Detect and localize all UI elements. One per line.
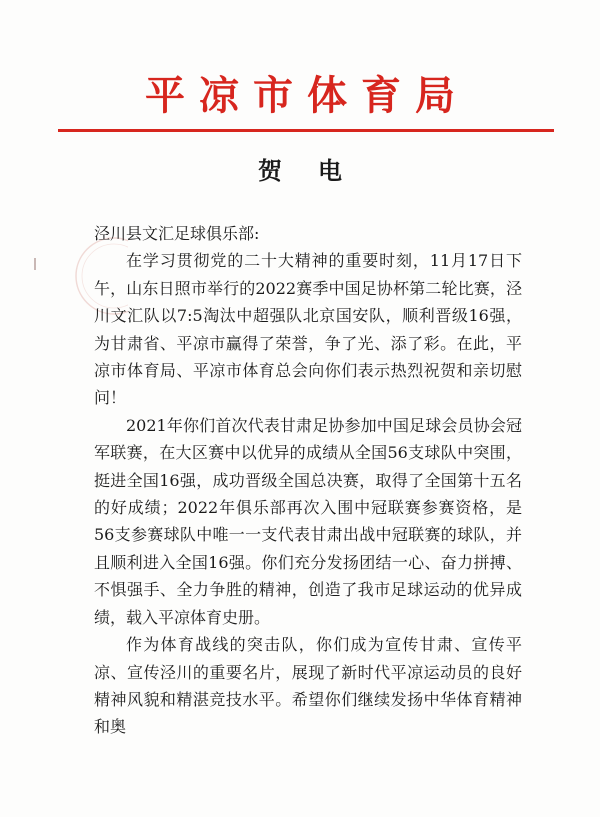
letterhead-red-rule bbox=[58, 129, 554, 132]
letter-body bbox=[94, 220, 522, 741]
paragraph-2: 2021年你们首次代表甘肃足协参加中国足球会员协会冠军联赛，在大区赛中以优异的成绩从全国56支球队中突围，挺进全国16强，成功晋级全国总决赛，取得了全国第十五名的好成绩；2022年俱乐部再次入围中冠联赛参赛资格，是56支参赛球队中唯一一支代表甘肃出战中冠联赛的球队，并且顺利进入全国16强。你们充分发扬团结一心、奋力拼搏、不惧强手、全力争胜的精神，创造了我市足球运动的优异成绩，载入平凉体育史册。 bbox=[94, 415, 522, 627]
paragraph-3: 作为体育战线的突击队，你们成为宣传甘肃、宣传平凉、宣传泾川的重要名片，展现了新时代平凉运动员的良好精神风貌和精湛竞技水平。希望你们继续发扬中华体育精神和奥 bbox=[94, 635, 522, 737]
letterhead-title: 平凉市体育局 bbox=[145, 72, 469, 119]
binding-mark bbox=[34, 258, 36, 270]
salutation: 泾川县文汇足球俱乐部: bbox=[94, 224, 260, 243]
document-title: 贺电 bbox=[258, 156, 378, 185]
paragraph-1: 在学习贯彻党的二十大精神的重要时刻，11月17日下午，山东日照市举行的2022赛季中国足协杯第二轮比赛，泾川文汇队以7:5淘汰中超强队北京国安队，顺利晋级16强，为甘肃省、平凉市赢得了荣誉，争了光、添了彩。在此，平凉市体育局、平凉市体育总会向你们表示热烈祝贺和亲切慰问！ bbox=[94, 251, 522, 408]
